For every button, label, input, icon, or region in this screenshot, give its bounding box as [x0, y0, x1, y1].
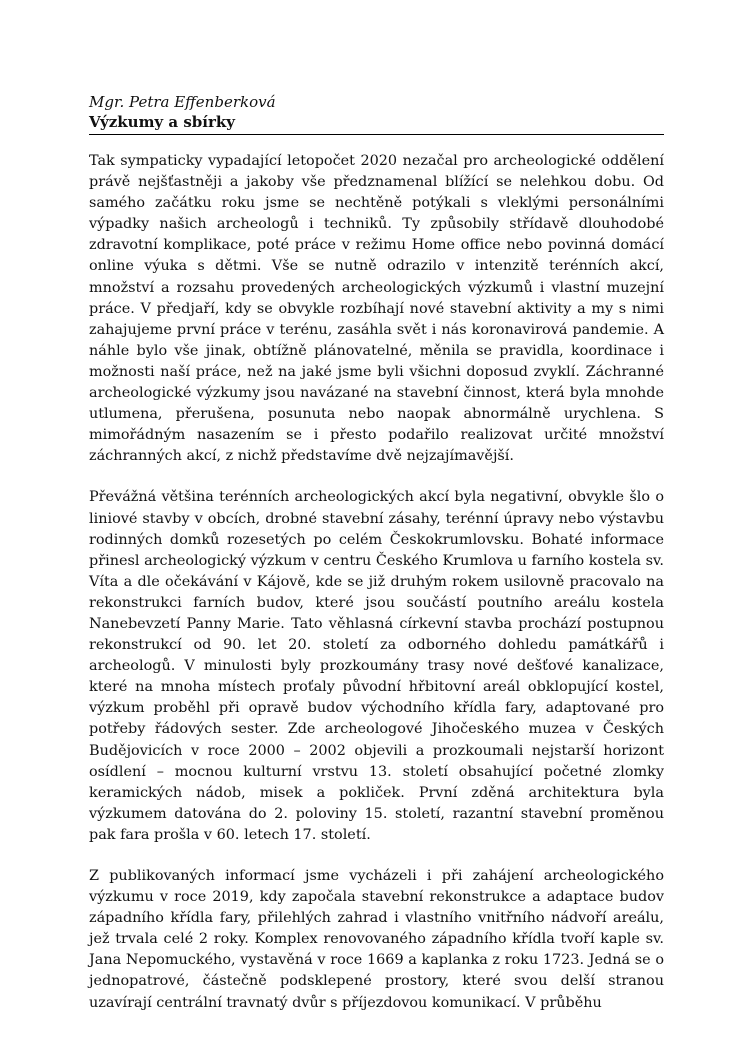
document-page: [89, 92, 664, 1034]
author-name: Mgr. Petra Effenberková: [89, 93, 276, 111]
article-title: Výzkumy a sbírky: [89, 112, 664, 135]
paragraph: Z publikovaných informací jsme vycházeli i při zahájení archeologického výzkumu v roce 2019, kdy započala stavební rekonstrukce a adaptace budov západního křídla fary, přilehlých zahrad i vlastního vnitřního nádvoří areálu, jež trvala celé 2 roky. Komplex renovovaného západního křídla tvoří kaple sv. Jana Nepomuckého, vystavěná v roce 1669 a kaplanka z roku 1723. Jedná se o jednopatrové, částečně podsklepené prostory, které svou delší stranou uzavírají centrální travnatý dvůr s příjezdovou komunikací. V průběhu: [89, 868, 664, 1011]
paragraph: Tak sympaticky vypadající letopočet 2020 nezačal pro archeologické oddělení právě nejšťastněji a jakoby vše předznamenal blížící se nelehkou dobu. Od samého začátku roku jsme se nechtěně potýkali s vleklými personálními výpadky našich archeologů i techniků. Ty způsobily střídavě dlouhodobé zdravotní komplikace, poté práce v režimu Home office nebo povinná domácí online výuka s dětmi. Vše se nutně odrazilo v intenzitě terénních akcí, množství a rozsahu provedených archeologických výzkumů i vlastní muzejní práce. V předjaří, kdy se obvykle rozbíhají nové stavební aktivity a my s nimi zahajujeme první práce v terénu, zasáhla svět i nás koronavirová pandemie. A náhle bylo vše jinak, obtížně plánovatelné, měnila se pravidla, koordinace i možnosti naší práce, než na jaké jsme byli všichni doposud zvyklí. Záchranné archeologické výzkumy jsou navázané na stavební činnost, která byla mnohde utlumena, přerušena, posunuta nebo naopak abnormálně urychlena. S mimořádným nasazením se i přesto podařilo realizovat určité množství záchranných akcí, z nichž představíme dvě nejzajímavější.: [89, 153, 664, 465]
paragraph: Převážná většina terénních archeologických akcí byla negativní, obvykle šlo o liniové stavby v obcích, drobné stavební zásahy, terénní úpravy nebo výstavbu rodinných domků rozesetých po celém Českokrumlovsku. Bohaté informace přinesl archeologický výzkum v centru Českého Krumlova u farního kostela sv. Víta a dle očekávání v Kájově, kde se již druhým rokem usilovně pracovalo na rekonstrukci farních budov, které jsou součástí poutního areálu kostela Nanebevzetí Panny Marie. Tato věhlasná církevní stavba prochází postupnou rekonstrukcí od 90. let 20. století za odborného dohledu památkářů i archeologů. V minulosti byly prozkoumány trasy nové dešťové kanalizace, které na mnoha místech proťaly původní hřbitovní areál obklopující kostel, výzkum proběhl při opravě budov východního křídla fary, adaptované pro potřeby řádových sester. Zde archeologové Jihočeského muzea v Českých Budějovicích v roce 2000 – 2002 objevili a prozkoumali nejstarší horizont osídlení – mocnou kulturní vrstvu 13. století obsahující početné zlomky keramických nádob, misek a pokliček. První zděná architektura byla výzkumem datována do 2. poloviny 15. století, razantní stavební proměnou pak fara prošla v 60. letech 17. století.: [89, 489, 664, 843]
